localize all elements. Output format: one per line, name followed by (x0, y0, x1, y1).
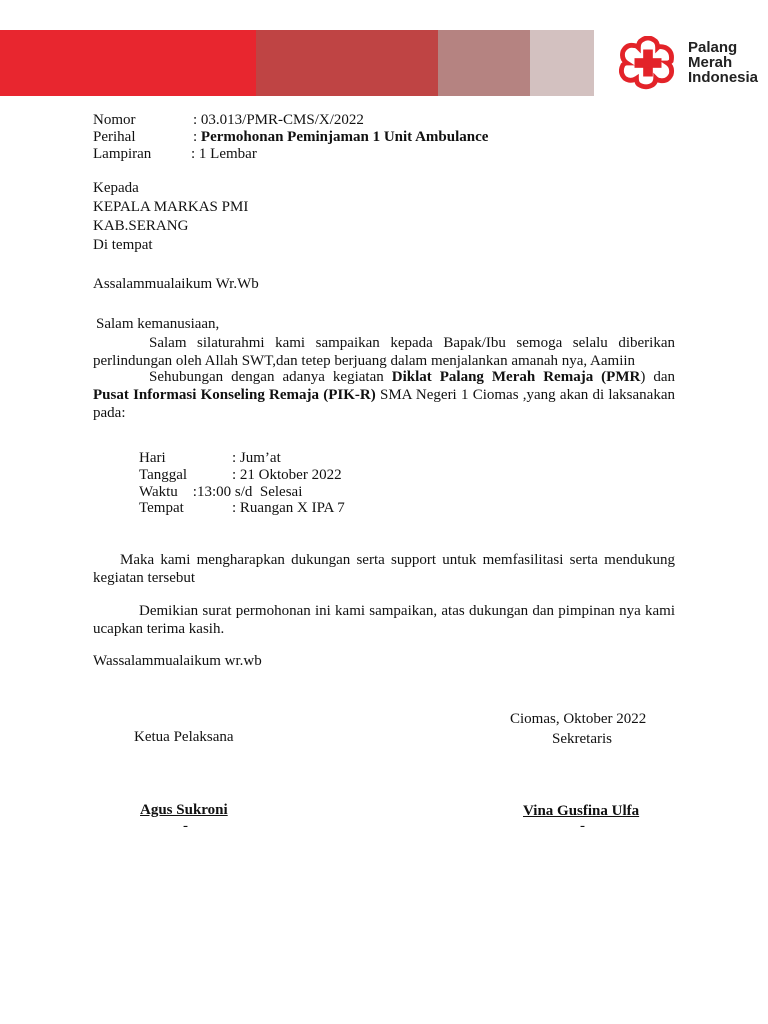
left-signer-title: Ketua Pelaksana (134, 729, 234, 745)
nomor-value: : 03.013/PMR-CMS/X/2022 (193, 112, 364, 128)
perihal-colon: : (193, 129, 198, 145)
right-signer-title: Sekretaris (552, 731, 612, 747)
right-signer-id: - (580, 818, 585, 834)
paragraph-4: Demikian surat permohonan ini kami sampaikan, atas dukungan dan pimpinan nya kami ucapkan terima kasih. (93, 603, 675, 637)
nomor-label: Nomor (93, 112, 136, 128)
right-signer-name: Vina Gusfina Ulfa (523, 803, 640, 819)
header-band-dark-red (256, 30, 438, 96)
header-band-rose (438, 30, 530, 96)
schedule-tempat-value: : Ruangan X IPA 7 (232, 500, 345, 516)
recipient-kepada: Kepada (93, 180, 139, 196)
red-cross-flower-icon (621, 38, 671, 87)
perihal-label: Perihal (93, 129, 136, 145)
paragraph-2-bold-1: Diklat Palang Merah Remaja (PMR (391, 369, 641, 385)
paragraph-2-text-2: ) dan (640, 369, 675, 385)
lampiran-label: Lampiran (93, 146, 152, 162)
perihal-row (193, 129, 488, 146)
schedule-waktu: Waktu :13:00 s/d Selesai (139, 484, 303, 500)
paragraph-2-text-1: Sehubungan dengan adanya kegiatan (149, 369, 392, 385)
left-signer-id: - (183, 818, 188, 834)
header-band-pale (530, 30, 594, 96)
salam-line: Salam kemanusiaan, (96, 316, 220, 332)
place-date: Ciomas, Oktober 2022 (510, 711, 647, 727)
perihal-value: Permohonan Peminjaman 1 Unit Ambulance (200, 129, 489, 145)
schedule-hari-label: Hari (139, 450, 166, 466)
schedule-tanggal-value: : 21 Oktober 2022 (232, 467, 342, 483)
closing: Wassalammualaikum wr.wb (93, 653, 262, 669)
paragraph-1: Salam silaturahmi kami sampaikan kepada Bapak/Ibu semoga selalu diberikan perlindungan oleh Allah SWT,dan tetep berjuang dalam menjalankan amanah nya, Aamiin (93, 335, 675, 369)
paragraph-2-text-3: SMA Negeri 1 Ciomas ,yang akan di laksanakan pada: (93, 387, 675, 421)
paragraph-2 (93, 368, 675, 422)
recipient-line-3: Di tempat (93, 237, 153, 253)
paragraph-3: Maka kami mengharapkan dukungan serta support untuk memfasilitasi serta mendukung kegiatan tersebut (93, 552, 675, 586)
logo-line-3: Indonesia (688, 69, 759, 86)
logo-wordmark (688, 40, 758, 85)
paragraph-2-bold-2: Pusat Informasi Konseling Remaja (PIK-R) (93, 387, 376, 403)
schedule-tempat-label: Tempat (139, 500, 184, 516)
palang-merah-indonesia-logo-icon (619, 36, 677, 90)
recipient-line-2: KAB.SERANG (93, 218, 189, 234)
greeting: Assalammualaikum Wr.Wb (93, 276, 259, 292)
recipient-line-1: KEPALA MARKAS PMI (93, 199, 249, 215)
left-signer-name: Agus Sukroni (140, 802, 228, 818)
schedule-tanggal-label: Tanggal (139, 467, 188, 483)
logo-line-1: Palang (688, 39, 738, 56)
lampiran-value: : 1 Lembar (191, 146, 257, 162)
logo-line-2: Merah (688, 54, 733, 71)
header-band-red (0, 30, 256, 96)
schedule-hari-value: : Jum’at (232, 450, 281, 466)
